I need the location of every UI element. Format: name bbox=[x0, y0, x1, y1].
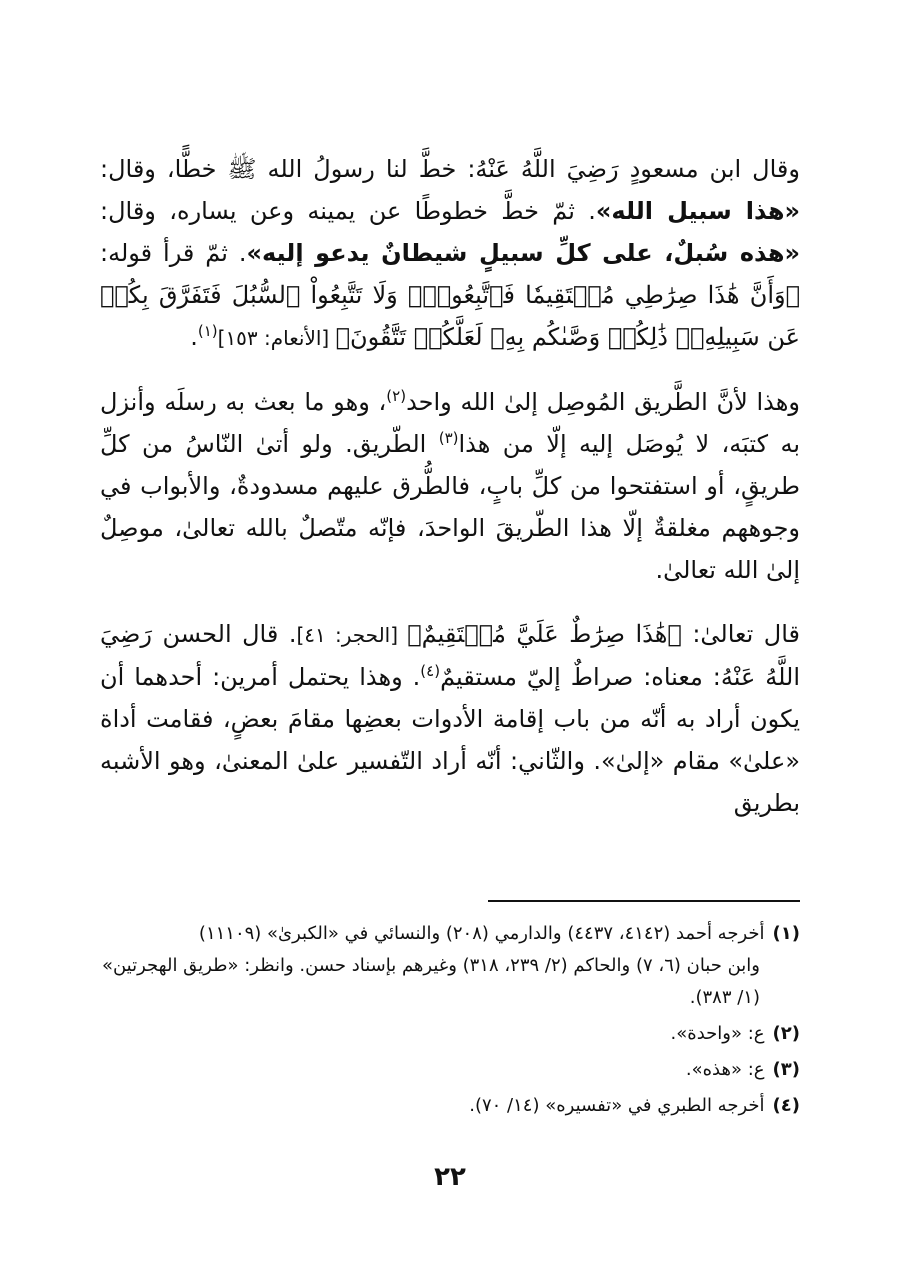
footnote-3 bbox=[100, 1054, 800, 1086]
footnote-text-4: أخرجه الطبري في «تفسيره» (١٤/ ٧٠). bbox=[469, 1095, 765, 1116]
footnote-marker-2[interactable]: (٢) bbox=[386, 387, 407, 405]
footnote-number-3: (٣) bbox=[772, 1059, 800, 1080]
paragraph-1-text-b: . ثمّ خطَّ خطوطًا عن يمينه وعن يساره، وقال: bbox=[100, 197, 596, 225]
paragraph-3-text-a: قال تعالىٰ: bbox=[681, 620, 801, 648]
footnote-text-2: ع: «واحدة». bbox=[670, 1023, 765, 1044]
hadith-quote-1: «هذا سبيل الله» bbox=[595, 197, 800, 225]
footnote-text-1: أخرجه أحمد (٤١٤٢، ٤٤٣٧) والدارمي (٢٠٨) والنسائي في «الكبرىٰ» (١١١٠٩) bbox=[198, 923, 765, 944]
verse-reference-2: [الحجر: ٤١] bbox=[296, 623, 408, 647]
page-number: ٢٢ bbox=[434, 1162, 466, 1192]
paragraph-1-text-a: وقال ابن مسعودٍ رَضِيَ اللَّهُ عَنْهُ: خطَّ لنا رسولُ الله ﷺ خطًّا، وقال: bbox=[100, 155, 800, 183]
paragraph-2-text-c: الطّريق. ولو أتىٰ النّاسُ من كلِّ طريقٍ، أو استفتحوا من كلِّ بابٍ، فالطُّرق عليهم مسدودةٌ، والأبواب في وجوههم مغلقةٌ إلّا هذا الطّريقَ الواحدَ، فإنّه متّصلٌ بالله تعالىٰ، موصِلٌ إلىٰ الله تعالىٰ. bbox=[100, 430, 800, 584]
quran-verse-1: ﴿وَأَنَّ هَٰذَا صِرَٰطِي مُسۡتَقِيمٗا فَٱتَّبِعُوهُۖ وَلَا تَتَّبِعُواْ ٱلسُّبُلَ فَتَفَرَّقَ بِكُمۡ عَن سَبِيلِهِۦۚ ذَٰلِكُمۡ وَصَّىٰكُم بِهِۦ لَعَلَّكُمۡ تَتَّقُونَ﴾ bbox=[100, 281, 800, 351]
paragraph-3-text-c: . وهذا يحتمل أمرين: أحدهما أن يكون أراد به أنّه من باب إقامة الأدوات بعضِها مقامَ بعضٍ، فقامت أداة «علىٰ» مقام «إلىٰ». والثّاني: أنّه أراد التّفسير علىٰ المعنىٰ، وهو الأشبه بطريق bbox=[100, 663, 800, 817]
paragraph-2-text-b: ، وهو ما بعث به رسلَه وأنزل به كتبَه، لا يُوصَل إليه إلّا من هذا bbox=[100, 388, 800, 458]
main-text bbox=[100, 148, 800, 846]
paragraph-2-text-a: وهذا لأنَّ الطَّريق المُوصِل إلىٰ الله واحد bbox=[406, 388, 800, 416]
footnote-marker-4[interactable]: (٤) bbox=[420, 662, 441, 680]
footnote-number-4: (٤) bbox=[772, 1095, 800, 1116]
footnote-separator bbox=[488, 900, 800, 902]
paragraph-1-end: . bbox=[190, 323, 198, 351]
quran-verse-2: ﴿هَٰذَا صِرَٰطٌ عَلَيَّ مُسۡتَقِيمٌ﴾ bbox=[407, 620, 682, 648]
paragraph-1-text-c: . ثمّ قرأ قوله: bbox=[100, 239, 247, 267]
footnote-marker-3[interactable]: (٣) bbox=[438, 429, 459, 447]
footnote-number-2: (٢) bbox=[772, 1023, 800, 1044]
footnote-number-1: (١) bbox=[772, 923, 800, 944]
verse-reference-1: [الأنعام: ١٥٣] bbox=[217, 326, 336, 350]
paragraph-1 bbox=[100, 148, 800, 359]
footnote-1 bbox=[100, 918, 800, 1014]
hadith-quote-2: «هذه سُبلٌ، على كلِّ سبيلٍ شيطانٌ يدعو إليه» bbox=[246, 239, 800, 267]
footnote-2 bbox=[100, 1018, 800, 1050]
paragraph-2 bbox=[100, 381, 800, 591]
footnote-4 bbox=[100, 1090, 800, 1122]
paragraph-3 bbox=[100, 613, 800, 824]
footnotes bbox=[100, 918, 800, 1126]
footnote-text-1-continued: وابن حبان (٦، ٧) والحاكم (٢/ ٢٣٩، ٣١٨) وغيرهم بإسناد حسن. وانظر: «طريق الهجرتين» (١/ ٣٨٣). bbox=[101, 955, 760, 1008]
footnote-text-3: ع: «هذه». bbox=[685, 1059, 765, 1080]
footnote-marker-1[interactable]: (١) bbox=[197, 322, 218, 340]
paragraph-3-text-b: . قال الحسن رَضِيَ اللَّهُ عَنْهُ: معناه: صراطٌ إليّ مستقيمٌ bbox=[100, 620, 801, 691]
